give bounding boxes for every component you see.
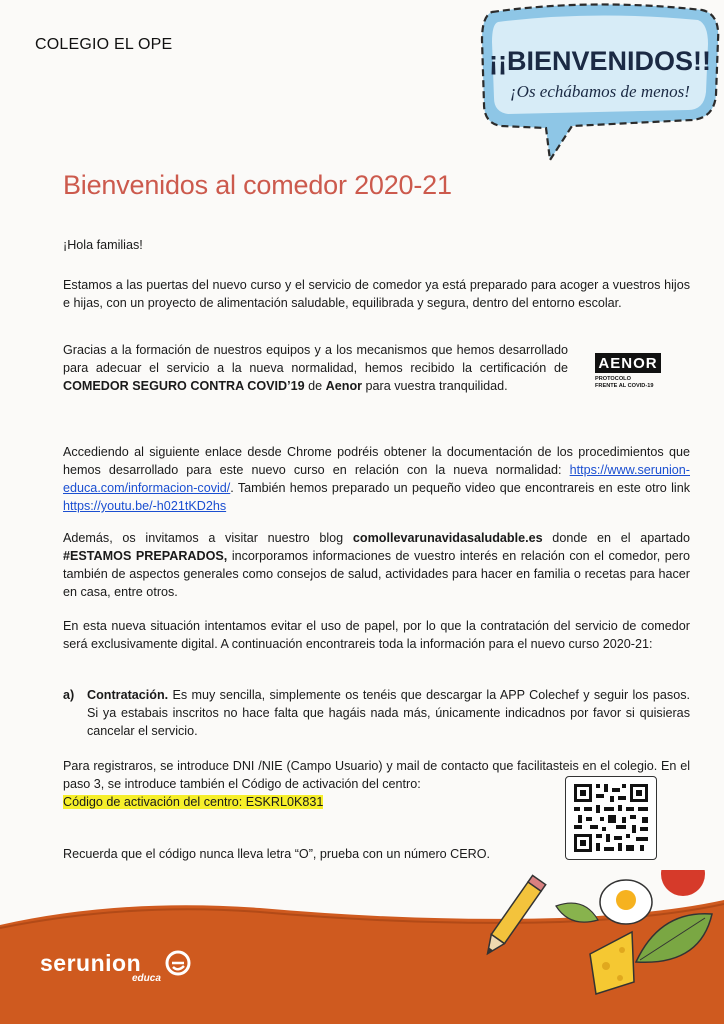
activation-code: Código de activación del centro: ESKRL0K831 [63, 795, 324, 809]
list-item-label: a) [63, 688, 75, 702]
blog-name: comollevarunavidasaludable.es [352, 531, 543, 545]
blog-pre: Además, os invitamos a visitar nuestro blog [63, 531, 353, 545]
docs-pre: Accediendo al siguiente enlace desde Chrome podréis obtener la documentación de los procedimientos que hemos desarrollado para este nuevo curso en relación con la nueva normalidad: [63, 445, 690, 477]
cert-pre: Gracias a la formación de nuestros equipos y a los mecanismos que hemos desarrollado para adecuar el servicio a la nueva normalidad, hemos recibido la certificación de [63, 343, 568, 375]
tomato-icon [661, 870, 705, 896]
blog-post: incorporamos informaciones de vuestro interés en relación con el comedor, pero también de aspectos generales como consejos de salud, actividades para hacer en familia o recetas para hacer en casa, entre otros. [63, 549, 690, 599]
cert-bold2: Aenor [325, 379, 363, 393]
blog-mid: donde en el apartado [542, 531, 691, 545]
aenor-sub1: PROTOCOLO [595, 376, 631, 382]
greeting-text: ¡Hola familias! [63, 238, 143, 252]
serunion-e-icon [165, 950, 191, 976]
serunion-logo-text: serunion [40, 950, 142, 976]
school-name: COLEGIO EL OPE [35, 36, 173, 53]
register-text: Para registraros, se introduce DNI /NIE (Campo Usuario) y mail de contacto que facilitasteis en el colegio. En el paso 3, se introduce también el Código de activación del centro: [63, 759, 690, 791]
docs-mid: . También hemos preparado un pequeño video que encontrareis en este otro link [230, 481, 690, 495]
page-title: Bienvenidos al comedor 2020-21 [63, 170, 452, 200]
greeting-paragraph [63, 236, 690, 254]
intro-paragraph [63, 276, 690, 312]
docs-paragraph [63, 443, 690, 515]
paperless-paragraph [63, 617, 690, 653]
paperless-text: En esta nueva situación intentamos evitar el uso de papel, por lo que la contratación del servicio de comedor será exclusivamente digital. A continuación encontrareis toda la información para el nuevo curso 2020-21: [63, 619, 690, 651]
reminder-paragraph [63, 845, 690, 863]
certification-paragraph [63, 341, 568, 395]
aenor-sub2: FRENTE AL COVID-19 [595, 383, 654, 389]
video-link[interactable]: https://youtu.be/-h021tKD2hs [63, 499, 227, 513]
egg-icon [600, 880, 652, 924]
intro-text: Estamos a las puertas del nuevo curso y el servicio de comedor ya está preparado para acoger a vuestros hijos e hijas, con un proyecto de alimentación saludable, equilibrada y segura, dentro del entorno escolar. [63, 278, 690, 310]
cert-bold: COMEDOR SEGURO CONTRA COVID’19 [63, 379, 305, 393]
serunion-educa-text: educa [132, 973, 161, 984]
list-item-text: Es muy sencilla, simplemente os tenéis que descargar la APP Colechef y seguir los pasos. Si ya estabais inscritos no hace falta que hagáis nada más, únicamente indicadnos por favor si quisieras cancelar el servicio. [87, 688, 690, 738]
cert-mid: de [304, 379, 326, 393]
aenor-brand: AENOR [595, 353, 661, 373]
reminder-text: Recuerda que el código nunca lleva letra “O”, prueba con un número CERO. [63, 847, 491, 861]
blog-paragraph [63, 529, 690, 601]
blog-section: #ESTAMOS PREPARADOS, [63, 549, 228, 563]
covid-info-link[interactable]: https://www.serunion-educa.com/informacion-covid/ [63, 463, 690, 495]
footer-wave [0, 870, 724, 1024]
list-item-contratacion [63, 686, 690, 740]
bubble-title: ¡¡BIENVENIDOS!! [489, 46, 711, 76]
bubble-subtitle: ¡Os echábamos de menos! [510, 82, 690, 101]
list-item-bold: Contratación. [87, 688, 169, 702]
cert-post: para vuestra tranquilidad. [362, 379, 508, 393]
aenor-logo [595, 353, 661, 390]
welcome-bubble [462, 0, 724, 170]
